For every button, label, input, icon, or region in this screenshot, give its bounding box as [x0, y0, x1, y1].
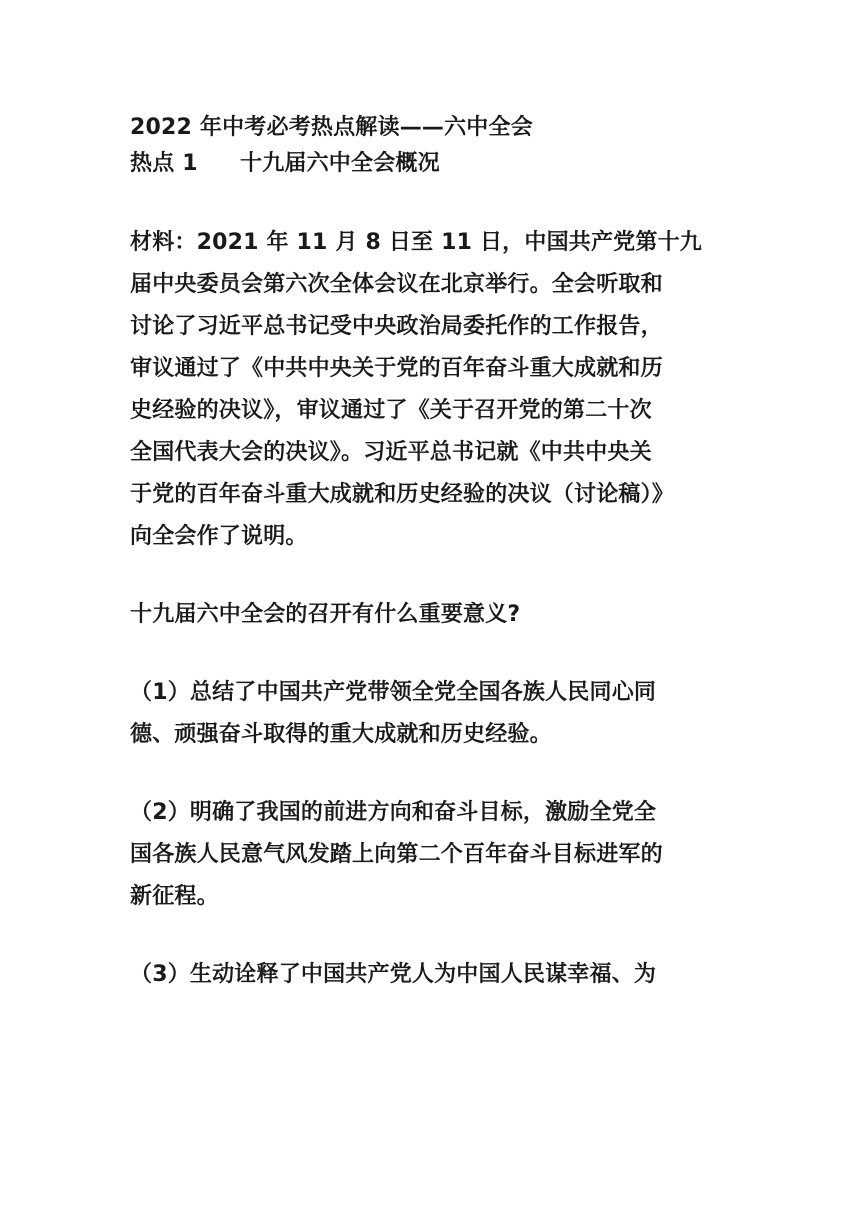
- question-line: 十九届六中全会的召开有什么重要意义?: [130, 602, 521, 627]
- material-paragraph: [130, 222, 730, 558]
- document-title: 2022 年中考必考热点解读——六中全会: [130, 115, 533, 140]
- point-line: 德、顽强奋斗取得的重大成就和历史经验。: [130, 722, 552, 747]
- point-line: （1）总结了中国共产党带领全党全国各族人民同心同: [130, 680, 657, 705]
- document-page: [130, 110, 730, 996]
- material-line: 史经验的决议》，审议通过了《关于召开党的第二十次: [130, 398, 652, 423]
- hotspot-title: 十九届六中全会概况: [240, 151, 440, 176]
- material-line: 审议通过了《中共中央关于党的百年奋斗重大成就和历: [130, 356, 663, 381]
- material-line: 于党的百年奋斗重大成就和历史经验的决议（讨论稿）》: [130, 482, 675, 507]
- material-line: 讨论了习近平总书记受中央政治局委托作的工作报告，: [130, 314, 663, 339]
- material-line: 全国代表大会的决议》。习近平总书记就《中共中央关: [130, 440, 652, 465]
- material-line: 届中央委员会第六次全体会议在北京举行。全会听取和: [130, 272, 663, 297]
- material-line: 向全会作了说明。: [130, 524, 308, 549]
- point-line: 国各族人民意气风发踏上向第二个百年奋斗目标进军的: [130, 842, 663, 867]
- hotspot-heading: [130, 146, 730, 182]
- point-1-paragraph: [130, 672, 730, 756]
- point-line: （3）生动诠释了中国共产党人为中国人民谋幸福、为: [130, 962, 657, 987]
- point-line: 新征程。: [130, 884, 219, 909]
- hotspot-label: 热点 1: [130, 151, 198, 176]
- point-3-paragraph: [130, 954, 730, 996]
- point-line: （2）明确了我国的前进方向和奋斗目标，激励全党全: [130, 800, 657, 825]
- point-2-paragraph: [130, 792, 730, 918]
- material-line: 材料：2021 年 11 月 8 日至 11 日，中国共产党第十九: [130, 230, 702, 255]
